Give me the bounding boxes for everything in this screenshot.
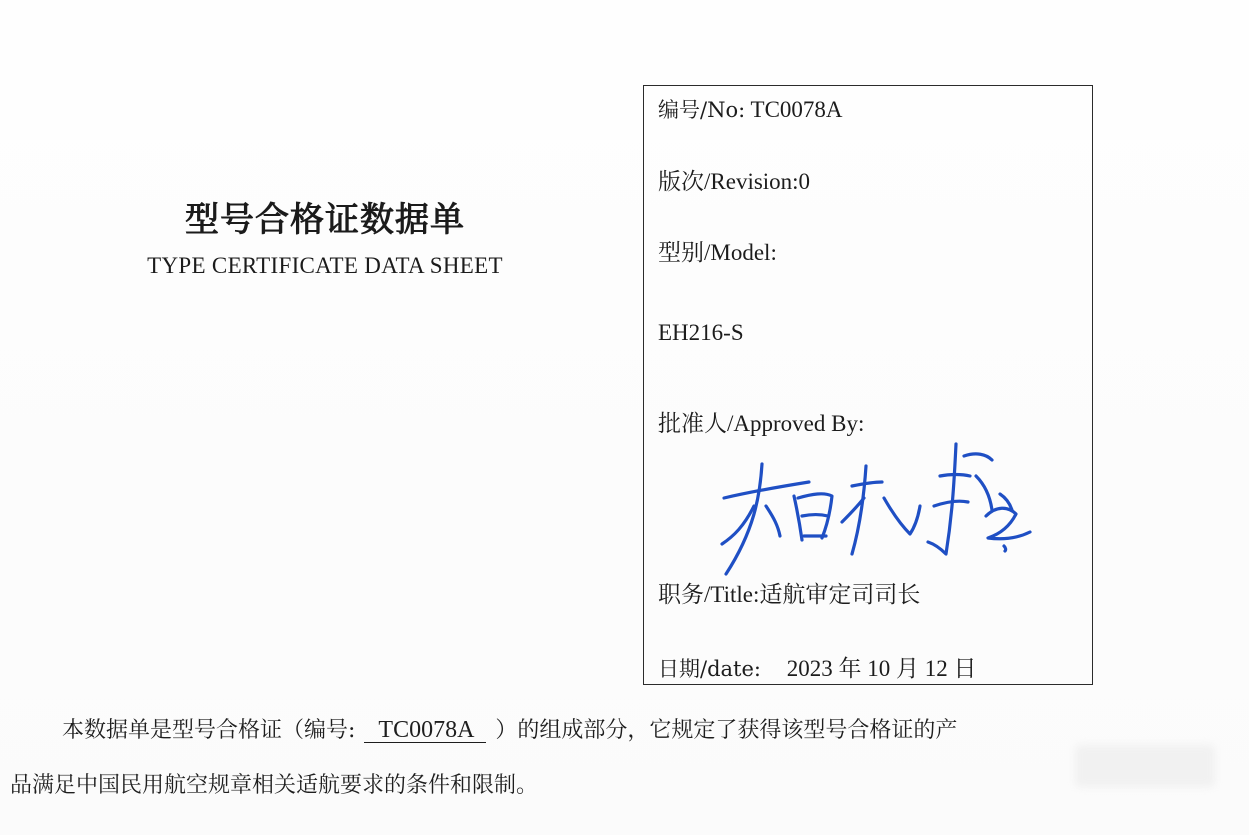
number-label: 编号/No: — [658, 98, 746, 122]
number-value: TC0078A — [750, 97, 843, 122]
date-line — [658, 650, 976, 683]
blurred-watermark-area — [1075, 745, 1215, 787]
paragraph-line-1 — [62, 718, 957, 743]
paragraph-suffix: ）的组成部分，它规定了获得该型号合格证的产 — [495, 718, 958, 743]
title-english: TYPE CERTIFICATE DATA SHEET — [147, 252, 503, 278]
title-block — [100, 200, 550, 279]
approved-by-label: 批准人/Approved By: — [658, 411, 865, 436]
handwritten-signature — [714, 436, 1034, 576]
model-value: EH216-S — [658, 320, 744, 345]
paragraph-line-2: 品满足中国民用航空规章相关适航要求的条件和限制。 — [10, 773, 539, 798]
certificate-number-underlined: TC0078A — [364, 718, 486, 743]
title-chinese: 型号合格证数据单 — [185, 200, 465, 240]
model-label: 型别/Model: — [658, 240, 777, 265]
date-value: 2023 年 10 月 12 日 — [786, 656, 977, 681]
revision-line: 版次/Revision:0 — [658, 169, 811, 194]
title-line: 职务/Title:适航审定司司长 — [658, 582, 921, 607]
certificate-number-line — [658, 94, 843, 124]
paragraph-prefix: 本数据单是型号合格证（编号: — [62, 718, 356, 743]
certificate-info-box — [643, 85, 1093, 685]
date-label: 日期/date: — [658, 657, 761, 681]
